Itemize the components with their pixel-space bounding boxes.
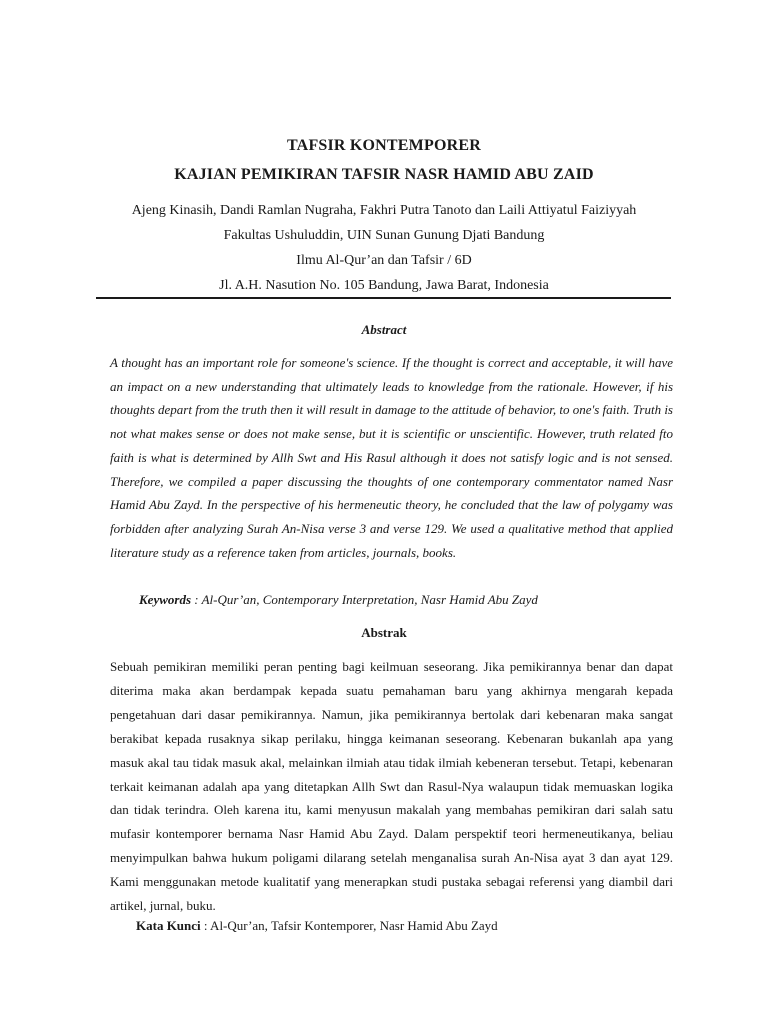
abstrak-heading: Abstrak: [361, 625, 407, 640]
keywords-label: Keywords: [139, 592, 191, 607]
author-list: Ajeng Kinasih, Dandi Ramlan Nugraha, Fakhri Putra Tanoto dan Laili Attiyatul Faiziyyah: [131, 203, 637, 218]
header-divider: [96, 297, 671, 299]
abstract-body: A thought has an important role for someone's science. If the thought is correct and acceptable, it will have an impact on a new understanding that ultimately leads to knowledge from the rationale. However, if his thoughts depart from the truth then it will result in damage to the attitude of behavior, to one's faith. Truth is not what makes sense or does not make sense, but it is scientific or unscientific. However, truth related fto faith is what is determined by Allh Swt and His Rasul although it does not satisfy logic and is not sensed. Therefore, we compiled a paper discussing the thoughts of one contemporary commentator named Nasr Hamid Abu Zayd. In the perspective of his hermeneutic theory, he concluded that the law of polygamy was forbidden after analyzing Surah An-Nisa verse 3 and verse 129. We used a qualitative method that applied literature study as a reference taken from articles, journals, books.: [110, 355, 673, 560]
keywords-text: : Al-Qur’an, Contemporary Interpretation, Nasr Hamid Abu Zayd: [191, 592, 538, 607]
keywords-line: [139, 592, 538, 608]
affiliation-program: Ilmu Al-Qur’an dan Tafsir / 6D: [296, 253, 472, 268]
abstrak-body: Sebuah pemikiran memiliki peran penting bagi keilmuan seseorang. Jika pemikirannya benar dan dapat diterima maka akan berdampak kepada suatu pemahaman baru yang akhirnya mengarah kepada pengetahuan dari dasar pemikirannya. Namun, jika pemikirannya bertolak dari kebenaran maka sangat berakibat kepada rusaknya sikap perilaku, hingga keimanan seseorang. Kebenaran bukanlah apa yang masuk akal tau tidak masuk akal, melainkan ilmiah atau tidak ilmiah kebeneran tersebut. Tetapi, kebenaran terkait keimanan adalah apa yang ditetapkan Allh Swt dan Rasul-Nya walaupun tidak memuaskan logika dan tidak terindra. Oleh karena itu, kami menyusun makalah yang membahas pemikiran dari salah satu mufasir kontemporer bernama Nasr Hamid Abu Zayd. Dalam perspektif teori hermeneutikanya, beliau menyimpulkan bahwa hukum poligami dilarang setelah menganalisa surah An-Nisa ayat 3 dan ayat 129. Kami menggunakan metode kualitatif yang menerapkan studi pustaka sebagai referensi yang diambil dari artikel, jurnal, buku.: [110, 659, 673, 914]
paper-title-line-2: KAJIAN PEMIKIRAN TAFSIR NASR HAMID ABU ZAID: [174, 166, 594, 183]
paper-title-line-1: TAFSIR KONTEMPORER: [287, 137, 481, 154]
kata-kunci-label: Kata Kunci: [136, 918, 201, 933]
kata-kunci-line: [136, 918, 498, 934]
affiliation-address: Jl. A.H. Nasution No. 105 Bandung, Jawa Barat, Indonesia: [219, 278, 549, 293]
affiliation-faculty: Fakultas Ushuluddin, UIN Sunan Gunung Djati Bandung: [223, 228, 545, 243]
kata-kunci-text: : Al-Qur’an, Tafsir Kontemporer, Nasr Hamid Abu Zayd: [200, 918, 498, 933]
abstract-heading: Abstract: [361, 322, 407, 337]
